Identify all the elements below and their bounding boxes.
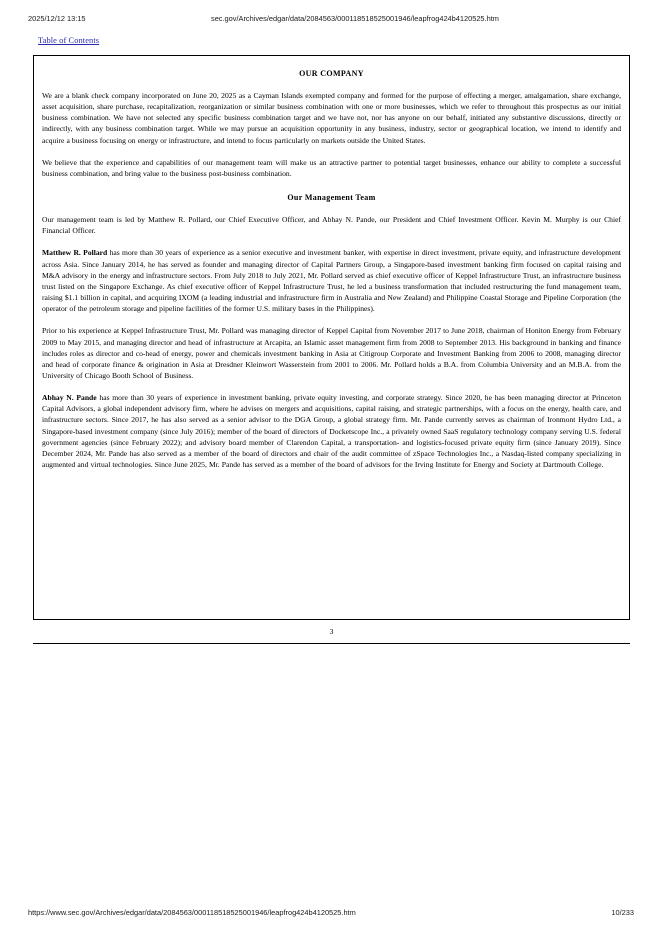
bio-name-pande: Abhay N. Pande bbox=[42, 393, 97, 403]
table-of-contents-link[interactable]: Table of Contents bbox=[38, 36, 100, 45]
bio-text-pande: has more than 30 years of experience in investment banking, private equity investing, and corporate strategy. Since 2020, he has been managing director at Princeton Capital Advisors, a global independent advisory firm, where he advises on mergers and acquisitions, capital raising, and strategic partnerships, with a focus on the energy, health care, and infrastructure sectors. Since 2017, he has also served as a senior advisor to the DGA Group, a global strategy firm. Mr. Pande currently serves as chairman of Ironmont Hydro Ltd., a Singapore-based investment company (since July 2016); member of the board of directors of Docketscope Inc., a privately owned SaaS regulatory technology company serving U.S. federal government agencies (since February 2022); and advisory board member of Clarendon Capital, a transportation- and logistics-focused private equity firm (since January 2019). Since December 2024, Mr. Pande has also served as a member of the board of directors and chair of the audit committee of zSpace Technologies Inc., a Nasdaq-listed company specializing in augmented and virtual technologies. Since June 2025, Mr. Pande has served as a member of the board of advisors for the Irving Institute for Energy and Society at Dartmouth College. bbox=[42, 393, 622, 470]
print-page-indicator: 10/233 bbox=[611, 908, 634, 917]
paragraph-pollard-prior-experience: Prior to his experience at Keppel Infrastructure Trust, Mr. Pollard was managing director of Keppel Capital from November 2017 to June 2018, chairman of Honiton Energy from February 2009 to May 2015, and managing director and head of infrastructure at Arcapita, an Islamic asset management firm from 2008 to September 2013. His background in banking and finance includes roles as director and co-head of energy, power and chemicals investment banking in Asia at Citigroup Corporate and Investment Banking from 2006 to 2008, managing director and head of corporate finance & origination in Asia at Dresdner Kleinwort Wasserstein from 2001 to 2006. Mr. Pollard holds a B.A. from Columbia University and an M.B.A. from the University of Chicago Booth School of Business. bbox=[42, 326, 621, 380]
paragraph-management-value: We believe that the experience and capabilities of our management team will make us an attractive partner to potential target businesses, enhance our ability to complete a successful business combination, and bring value to the business post-business combination. bbox=[42, 157, 621, 178]
bio-name-pollard: Matthew R. Pollard bbox=[42, 248, 108, 258]
print-header-url: sec.gov/Archives/edgar/data/2084563/000118518525001946/leapfrog424b4120525.htm bbox=[211, 14, 499, 23]
print-footer bbox=[0, 908, 662, 920]
paragraph-company-overview: We are a blank check company incorporated on June 20, 2025 as a Cayman Islands exempted company and formed for the purpose of effecting a merger, amalgamation, share exchange, asset acquisition, share purchase, recapitalization, reorganization or similar business combination with one or more businesses, which we refer to throughout this prospectus as our initial business combination. We have not selected any specific business combination target and we have not, nor has anyone on our behalf, initiated any substantive discussions, directly or indirectly, with any business combination target. While we may pursue an acquisition opportunity in any business, industry, sector or geographical location, we intend to identify and acquire a business focusing on energy or infrastructure, and intend to focus particularly on markets outside the United States. bbox=[42, 91, 621, 145]
page-divider-rule bbox=[33, 643, 630, 644]
section-heading-our-company: OUR COMPANY bbox=[299, 69, 364, 78]
section-heading-management-team: Our Management Team bbox=[287, 193, 376, 203]
print-footer-url: https://www.sec.gov/Archives/edgar/data/2084563/000118518525001946/leapfrog424b4120525.htm bbox=[28, 908, 356, 917]
print-header bbox=[0, 14, 662, 26]
page-number: 3 bbox=[329, 627, 334, 636]
paragraph-management-leads: Our management team is led by Matthew R. Pollard, our Chief Executive Officer, and Abhay N. Pande, our President and Chief Investment Officer. Kevin M. Murphy is our Chief Financial Officer. bbox=[42, 215, 621, 236]
print-timestamp: 2025/12/12 13:15 bbox=[28, 14, 86, 23]
paragraph-bio-pollard bbox=[42, 247, 621, 314]
bio-text-pollard: has more than 30 years of experience as a senior executive and investment banker, with expertise in direct investment, private equity, and infrastructure development across Asia. Since January 2014, he has served as founder and managing director of Capital Partners Group, a Singapore-based investment banking firm focused on capital raising and M&A advisory in the energy and infrastructure sectors. From July 2018 to July 2021, Mr. Pollard served as chief executive officer of Keppel Infrastructure Trust, an infrastructure business trust listed on the Singapore Exchange. As chief executive officer of Keppel Infrastructure Trust, he led a business transformation that included restructuring the fund management team, raising $1.1 billion in capital, and acquiring IXOM (a leading industrial and infrastructure firm in Australia and New Zealand) and Philippine Coastal Storage and Pipeline Corporation (the operator of the petroleum storage and pipeline facilities of the former U.S. military bases in the Philippines). bbox=[42, 248, 621, 314]
document-content-box bbox=[33, 55, 630, 620]
paragraph-bio-pande bbox=[42, 392, 621, 470]
